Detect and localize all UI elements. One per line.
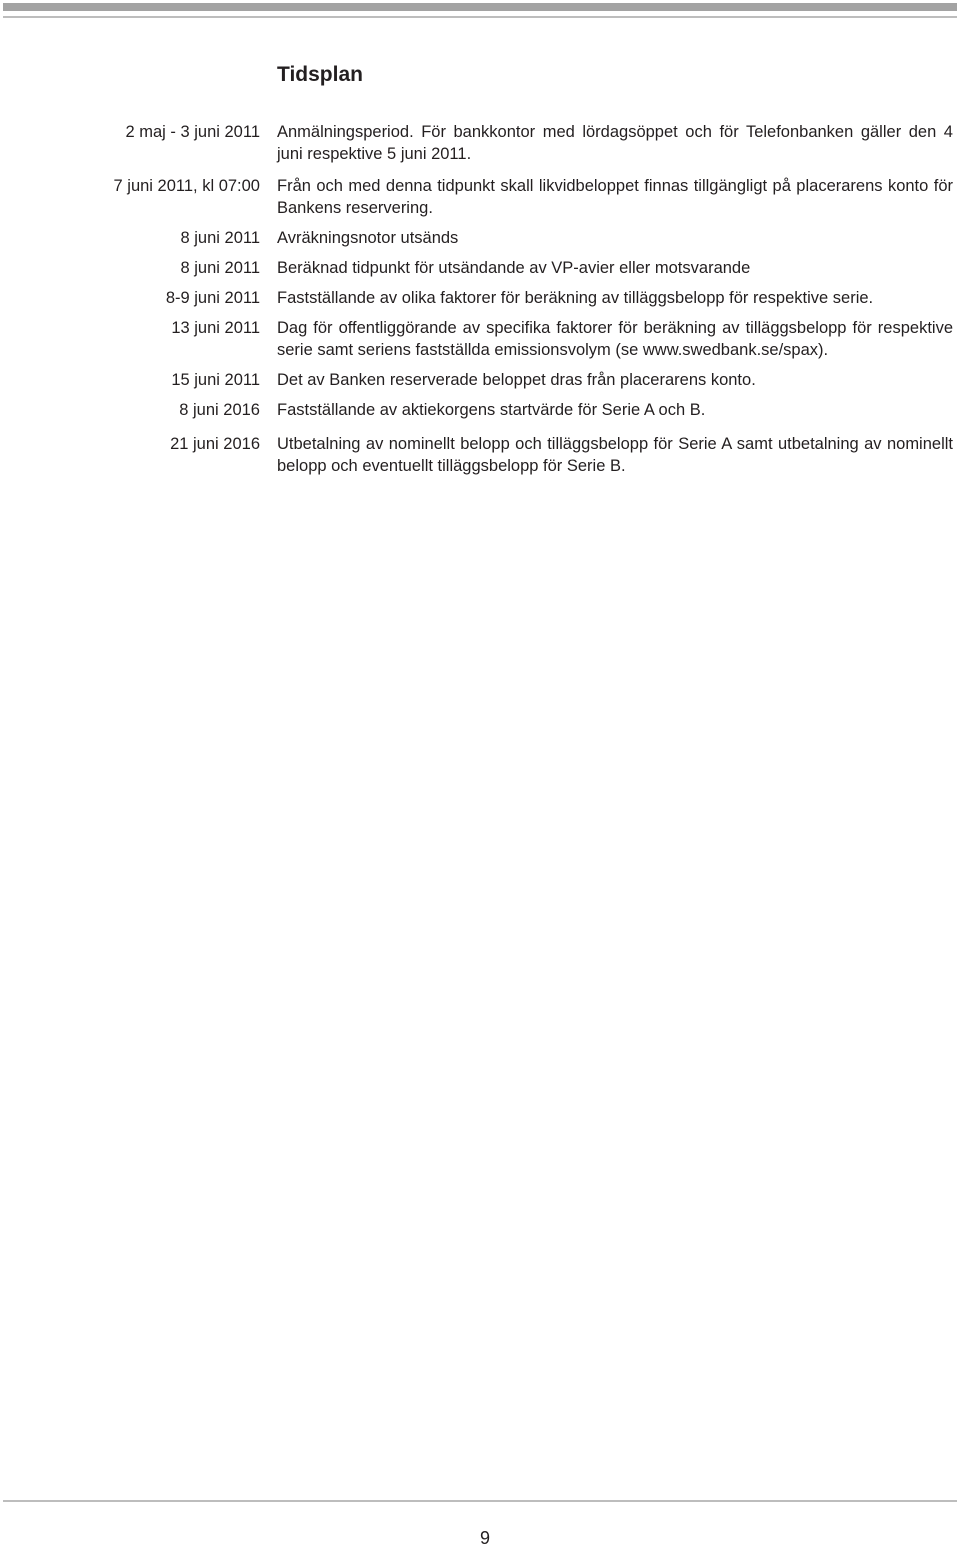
schedule-row <box>0 227 960 249</box>
schedule-date: 13 juni 2011 <box>171 319 260 337</box>
schedule-description: Avräkningsnotor utsänds <box>277 229 459 247</box>
schedule-row <box>0 121 960 165</box>
schedule-row <box>0 287 960 309</box>
schedule-description: Fastställande av aktiekorgens startvärde för Serie A och B. <box>277 401 706 419</box>
schedule-date: 7 juni 2011, kl 07:00 <box>113 177 260 195</box>
schedule-description: Beräknad tidpunkt för utsändande av VP-avier eller motsvarande <box>277 259 751 277</box>
schedule-description: Utbetalning av nominellt belopp och tilläggsbelopp för Serie A samt utbetalning av nominellt belopp och eventuellt tilläggsbelopp för Serie B. <box>277 435 953 475</box>
schedule-description: Det av Banken reserverade beloppet dras från placerarens konto. <box>277 371 756 389</box>
schedule-date: 8-9 juni 2011 <box>165 289 260 307</box>
schedule-date: 8 juni 2011 <box>180 259 260 277</box>
schedule-date: 8 juni 2011 <box>180 229 260 247</box>
schedule-description: Fastställande av olika faktorer för beräkning av tilläggsbelopp för respektive serie. <box>277 289 874 307</box>
schedule-table <box>0 121 960 477</box>
schedule-description: Anmälningsperiod. För bankkontor med lördagsöppet och för Telefonbanken gäller den 4 juni respektive 5 juni 2011. <box>277 123 953 163</box>
schedule-date: 2 maj - 3 juni 2011 <box>125 123 260 141</box>
page-title: Tidsplan <box>277 63 363 86</box>
schedule-row <box>0 369 960 391</box>
footer-rule <box>3 1500 957 1502</box>
schedule-row <box>0 433 960 477</box>
schedule-row <box>0 317 960 361</box>
schedule-row <box>0 175 960 219</box>
schedule-description: Dag för offentliggörande av specifika faktorer för beräkning av tilläggsbelopp för respektive serie samt seriens fastställda emissionsvolym (se www.swedbank.se/spax). <box>277 319 953 359</box>
schedule-row <box>0 399 960 421</box>
schedule-date: 21 juni 2016 <box>170 435 260 453</box>
schedule-date: 8 juni 2016 <box>179 401 260 419</box>
header-rule <box>3 3 957 11</box>
schedule-row <box>0 257 960 279</box>
page-number: 9 <box>479 1528 490 1548</box>
header-thin-rule <box>3 16 957 18</box>
schedule-description: Från och med denna tidpunkt skall likvidbeloppet finnas tillgängligt på placerarens konto för Bankens reservering. <box>277 177 953 217</box>
schedule-date: 15 juni 2011 <box>171 371 260 389</box>
